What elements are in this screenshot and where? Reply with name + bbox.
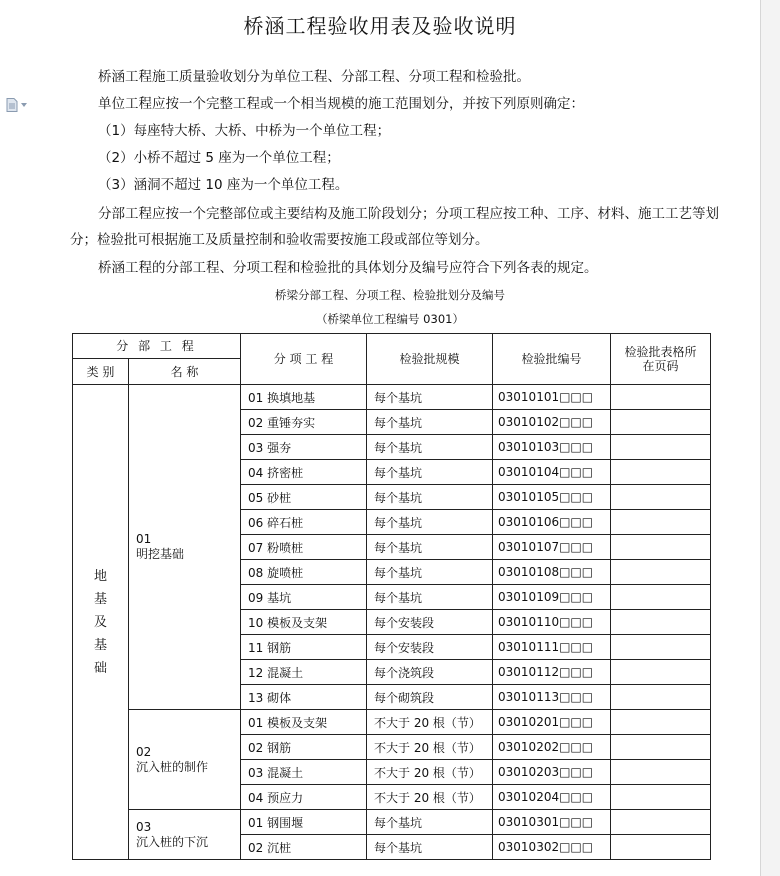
division-name: 明挖基础 [136,547,185,561]
page-code-cell [611,760,711,785]
page-code-cell [611,785,711,810]
page-code-cell [611,585,711,610]
page-code-cell [611,810,711,835]
batch-number-cell: 03010101□□□ [493,385,611,410]
page-code-cell [611,435,711,460]
batch-scale-cell: 每个基坑 [367,485,493,510]
header-subitem: 分 项 工 程 [241,334,367,385]
batch-number-cell: 03010113□□□ [493,685,611,710]
header-division: 分 部 工 程 [73,334,241,359]
page-code-cell [611,710,711,735]
page-code-cell [611,685,711,710]
batch-scale-cell: 每个基坑 [367,460,493,485]
page-code-cell [611,510,711,535]
subitem-cell: 04 预应力 [241,785,367,810]
batch-number-cell: 03010105□□□ [493,485,611,510]
subitem-cell: 05 砂桩 [241,485,367,510]
subitem-cell: 12 混凝土 [241,660,367,685]
page-icon [6,98,18,112]
batch-number-cell: 03010112□□□ [493,660,611,685]
paragraph-division-rule: 分部工程应按一个完整部位或主要结构及施工阶段划分；分项工程应按工种、工序、材料、施工工艺等划分；检验批可根据施工及质量控制和验收需要按施工段或部位等划分。 [70,206,719,248]
batch-number-cell: 03010302□□□ [493,835,611,860]
paragraph-table-intro: 桥涵工程的分部工程、分项工程和检验批的具体划分及编号应符合下列各表的规定。 [98,260,598,276]
page-code-cell [611,660,711,685]
batch-number-cell: 03010203□□□ [493,760,611,785]
page-code-cell [611,735,711,760]
batch-scale-cell: 每个基坑 [367,585,493,610]
batch-scale-cell: 每个安装段 [367,635,493,660]
header-name: 名 称 [129,359,241,385]
page-code-cell [611,535,711,560]
batch-number-cell: 03010204□□□ [493,785,611,810]
scroll-gutter[interactable] [760,0,780,876]
subitem-cell: 09 基坑 [241,585,367,610]
category-label: 地基及基础 [93,568,107,676]
batch-number-cell: 03010201□□□ [493,710,611,735]
division-name: 沉入桩的制作 [136,759,209,774]
paragraph-rule-2: （2）小桥不超过 5 座为一个单位工程； [98,150,340,166]
division-code: 01 [136,532,152,546]
table-header-row [73,334,711,359]
table-body [73,385,711,860]
batch-scale-cell: 每个基坑 [367,835,493,860]
division-code: 03 [136,819,152,834]
subitem-cell: 01 钢围堰 [241,810,367,835]
batch-number-cell: 03010202□□□ [493,735,611,760]
paragraph-unit-rule: 单位工程应按一个完整工程或一个相当规模的施工范围划分，并按下列原则确定： [98,96,584,112]
subitem-cell: 07 粉喷桩 [241,535,367,560]
page-code-cell [611,560,711,585]
category-cell [73,385,129,860]
batch-scale-cell: 不大于 20 根（节） [367,710,493,735]
batch-scale-cell: 每个砌筑段 [367,685,493,710]
batch-number-cell: 03010104□□□ [493,460,611,485]
batch-scale-cell: 每个基坑 [367,535,493,560]
header-page-code: 检验批表格所在页码 [611,334,711,385]
batch-number-cell: 03010108□□□ [493,560,611,585]
batch-scale-cell: 每个浇筑段 [367,660,493,685]
page-code-cell [611,460,711,485]
division-name-cell [129,385,241,710]
table-caption: 桥梁分部工程、分项工程、检验批划分及编号 [275,288,505,302]
subitem-cell: 11 钢筋 [241,635,367,660]
division-code: 02 [136,744,152,759]
chevron-down-icon [21,103,27,107]
batch-scale-cell: 每个安装段 [367,610,493,635]
header-category: 类 别 [73,359,129,385]
subitem-cell: 01 模板及支架 [241,710,367,735]
page-code-cell [611,385,711,410]
page-code-cell [611,835,711,860]
subitem-cell: 03 混凝土 [241,760,367,785]
batch-scale-cell: 每个基坑 [367,410,493,435]
division-name-cell [129,810,241,860]
division-name-cell [129,710,241,810]
division-name: 沉入桩的下沉 [136,834,209,849]
batch-scale-cell: 不大于 20 根（节） [367,735,493,760]
header-batch-number: 检验批编号 [493,334,611,385]
subitem-cell: 01 换填地基 [241,385,367,410]
page-code-cell [611,610,711,635]
batch-number-cell: 03010103□□□ [493,435,611,460]
batch-number-cell: 03010301□□□ [493,810,611,835]
subitem-cell: 02 钢筋 [241,735,367,760]
subitem-cell: 13 砌体 [241,685,367,710]
batch-scale-cell: 每个基坑 [367,435,493,460]
subitem-cell: 06 碎石桩 [241,510,367,535]
subitem-cell: 02 重锤夯实 [241,410,367,435]
table-row [73,810,711,835]
batch-scale-cell: 每个基坑 [367,510,493,535]
paragraph-rule-1: （1）每座特大桥、大桥、中桥为一个单位工程； [98,123,391,139]
batch-scale-cell: 每个基坑 [367,385,493,410]
table-row [73,710,711,735]
batch-number-cell: 03010107□□□ [493,535,611,560]
paragraph-intro: 桥涵工程施工质量验收划分为单位工程、分部工程、分项工程和检验批。 [98,69,530,85]
batch-number-cell: 03010106□□□ [493,510,611,535]
table-subcaption: （桥梁单位工程编号 0301） [316,312,464,326]
subitem-cell: 03 强夯 [241,435,367,460]
page-code-cell [611,485,711,510]
batch-scale-cell: 不大于 20 根（节） [367,785,493,810]
subitem-cell: 10 模板及支架 [241,610,367,635]
batch-scale-cell: 每个基坑 [367,560,493,585]
division-table [72,333,711,860]
batch-number-cell: 03010102□□□ [493,410,611,435]
page-code-cell [611,635,711,660]
document-title: 桥涵工程验收用表及验收说明 [243,14,517,38]
page-code-cell [611,410,711,435]
paragraph-rule-3: （3）涵洞不超过 10 座为一个单位工程。 [98,177,349,193]
batch-number-cell: 03010110□□□ [493,610,611,635]
subitem-cell: 08 旋喷桩 [241,560,367,585]
document-icon[interactable] [6,98,27,112]
batch-scale-cell: 不大于 20 根（节） [367,760,493,785]
table-row [73,385,711,410]
subitem-cell: 02 沉桩 [241,835,367,860]
batch-number-cell: 03010109□□□ [493,585,611,610]
batch-scale-cell: 每个基坑 [367,810,493,835]
header-batch-scale: 检验批规模 [367,334,493,385]
batch-number-cell: 03010111□□□ [493,635,611,660]
subitem-cell: 04 挤密桩 [241,460,367,485]
